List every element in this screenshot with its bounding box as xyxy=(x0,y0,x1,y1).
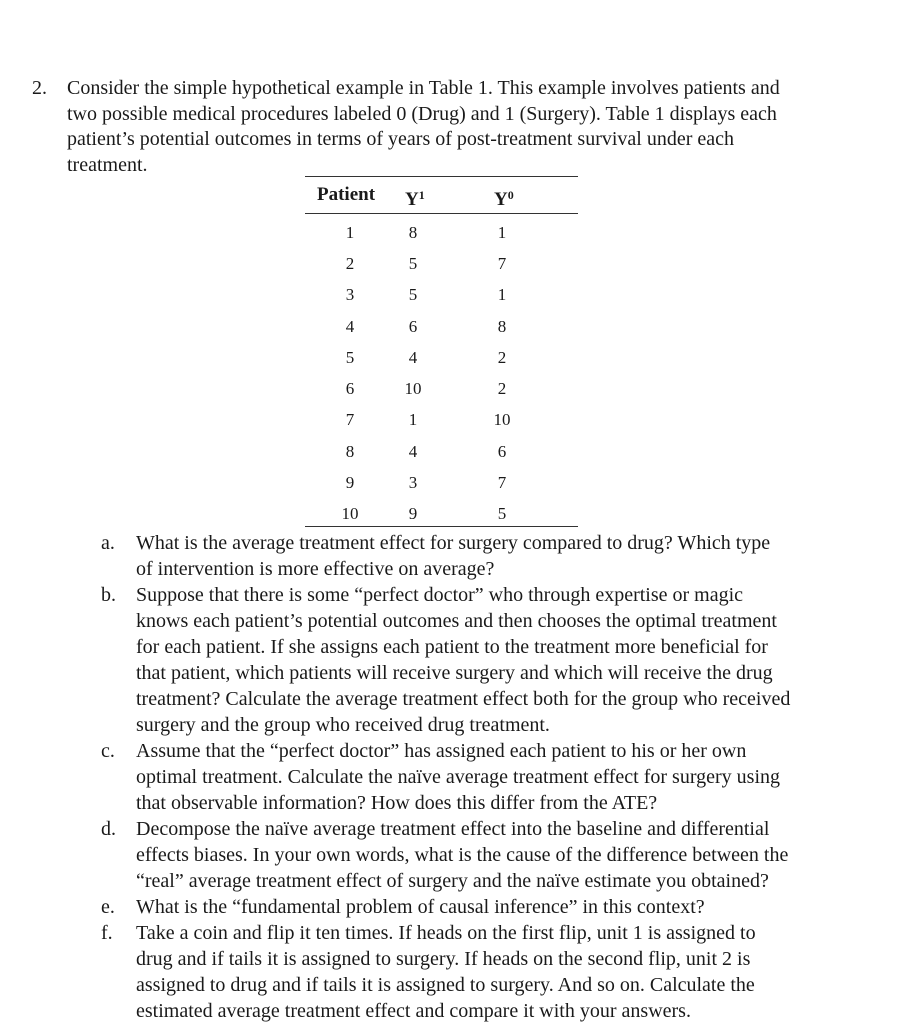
table-row xyxy=(305,473,578,504)
header-y0 xyxy=(494,184,514,211)
cell-y0: 1 xyxy=(497,223,507,242)
subquestion-line: Assume that the “perfect doctor” has assigned each patient to his or her own xyxy=(136,740,747,762)
subquestion-line: Decompose the naïve average treatment effect into the baseline and differential xyxy=(136,818,770,840)
subquestion-line: treatment? Calculate the average treatment effect both for the group who received xyxy=(136,688,791,710)
cell-y1: 10 xyxy=(404,379,422,398)
subquestion-line: What is the “fundamental problem of causal inference” in this context? xyxy=(136,896,705,918)
subquestion-e-letter: e. xyxy=(101,896,115,918)
cell-y0: 2 xyxy=(497,379,507,398)
header-y0-sup: 0 xyxy=(507,188,514,202)
cell-patient: 10 xyxy=(341,504,359,523)
subquestion-line: Suppose that there is some “perfect doctor” who through expertise or magic xyxy=(136,584,744,606)
table-header-rule xyxy=(305,213,578,214)
subquestion-a-text xyxy=(136,530,888,582)
intro-line: two possible medical procedures labeled 0 (Drug) and 1 (Surgery). Table 1 displays each xyxy=(67,102,777,125)
cell-y0: 7 xyxy=(497,254,507,273)
cell-patient: 3 xyxy=(345,285,355,304)
subquestion-line: for each patient. If she assigns each patient to the treatment more beneficial for xyxy=(136,636,768,658)
cell-y0: 8 xyxy=(497,317,507,336)
cell-patient: 2 xyxy=(345,254,355,273)
subquestion-line: estimated average treatment effect and compare it with your answers. xyxy=(136,1000,691,1022)
cell-y0: 1 xyxy=(497,285,507,304)
header-y1-sup: 1 xyxy=(418,188,425,202)
subquestion-line: knows each patient’s potential outcomes and then chooses the optimal treatment xyxy=(136,610,777,632)
header-y1-base: Y xyxy=(405,189,419,210)
subquestion-e-text xyxy=(136,894,888,920)
subquestion-line: that observable information? How does this differ from the ATE? xyxy=(136,792,658,814)
cell-y1: 5 xyxy=(408,254,418,273)
subquestion-line: that patient, which patients will receive surgery and which will receive the drug xyxy=(136,662,773,684)
header-y0-base: Y xyxy=(494,189,508,210)
cell-patient: 9 xyxy=(345,473,355,492)
table-bottom-rule xyxy=(305,526,578,527)
cell-patient: 5 xyxy=(345,348,355,367)
table-row xyxy=(305,348,578,379)
table-row xyxy=(305,285,578,316)
cell-patient: 4 xyxy=(345,317,355,336)
question-number: 2. xyxy=(32,77,47,99)
subquestion-a-letter: a. xyxy=(101,532,115,554)
intro-line: treatment. xyxy=(67,153,148,176)
table-row xyxy=(305,317,578,348)
question-intro xyxy=(67,76,889,178)
cell-y1: 6 xyxy=(408,317,418,336)
cell-patient: 8 xyxy=(345,442,355,461)
cell-y1: 3 xyxy=(408,473,418,492)
subquestion-line: assigned to drug and if tails it is assigned to surgery. And so on. Calculate the xyxy=(136,974,755,996)
subquestion-f-text xyxy=(136,920,888,1024)
cell-patient: 1 xyxy=(345,223,355,242)
cell-y1: 8 xyxy=(408,223,418,242)
cell-patient: 6 xyxy=(345,379,355,398)
table-top-rule xyxy=(305,176,578,177)
cell-y1: 5 xyxy=(408,285,418,304)
subquestion-f-letter: f. xyxy=(101,922,113,944)
subquestion-line: effects biases. In your own words, what is the cause of the difference between the xyxy=(136,844,789,866)
table-row xyxy=(305,254,578,285)
intro-line: Consider the simple hypothetical example in Table 1. This example involves patients and xyxy=(67,77,780,99)
subquestion-line: optimal treatment. Calculate the naïve average treatment effect for surgery using xyxy=(136,766,780,788)
table-row xyxy=(305,410,578,441)
header-patient: Patient xyxy=(317,184,376,205)
subquestion-line: Take a coin and flip it ten times. If heads on the first flip, unit 1 is assigned to xyxy=(136,922,756,944)
table-row xyxy=(305,442,578,473)
cell-y1: 4 xyxy=(408,348,418,367)
subquestion-line: What is the average treatment effect for surgery compared to drug? Which type xyxy=(136,532,771,554)
table-row xyxy=(305,223,578,254)
subquestion-line: surgery and the group who received drug treatment. xyxy=(136,714,550,736)
cell-y0: 6 xyxy=(497,442,507,461)
header-y1 xyxy=(405,184,425,211)
intro-line: patient’s potential outcomes in terms of years of post-treatment survival under each xyxy=(67,128,735,150)
subquestion-c-text xyxy=(136,738,888,816)
subquestion-line: drug and if tails it is assigned to surgery. If heads on the second flip, unit 2 is xyxy=(136,948,751,970)
subquestion-b-letter: b. xyxy=(101,584,116,606)
subquestion-d-text xyxy=(136,816,888,894)
subquestion-b-text xyxy=(136,582,888,738)
cell-y0: 5 xyxy=(497,504,507,523)
subquestion-line: of intervention is more effective on average? xyxy=(136,558,495,580)
subquestion-d-letter: d. xyxy=(101,818,116,840)
subquestion-line: “real” average treatment effect of surgery and the naïve estimate you obtained? xyxy=(136,870,769,892)
subquestion-c-letter: c. xyxy=(101,740,115,762)
cell-y0: 7 xyxy=(497,473,507,492)
cell-y0: 10 xyxy=(493,410,511,429)
cell-y1: 1 xyxy=(408,410,418,429)
table-row xyxy=(305,379,578,410)
cell-y1: 4 xyxy=(408,442,418,461)
cell-y0: 2 xyxy=(497,348,507,367)
cell-y1: 9 xyxy=(408,504,418,523)
cell-patient: 7 xyxy=(345,410,355,429)
